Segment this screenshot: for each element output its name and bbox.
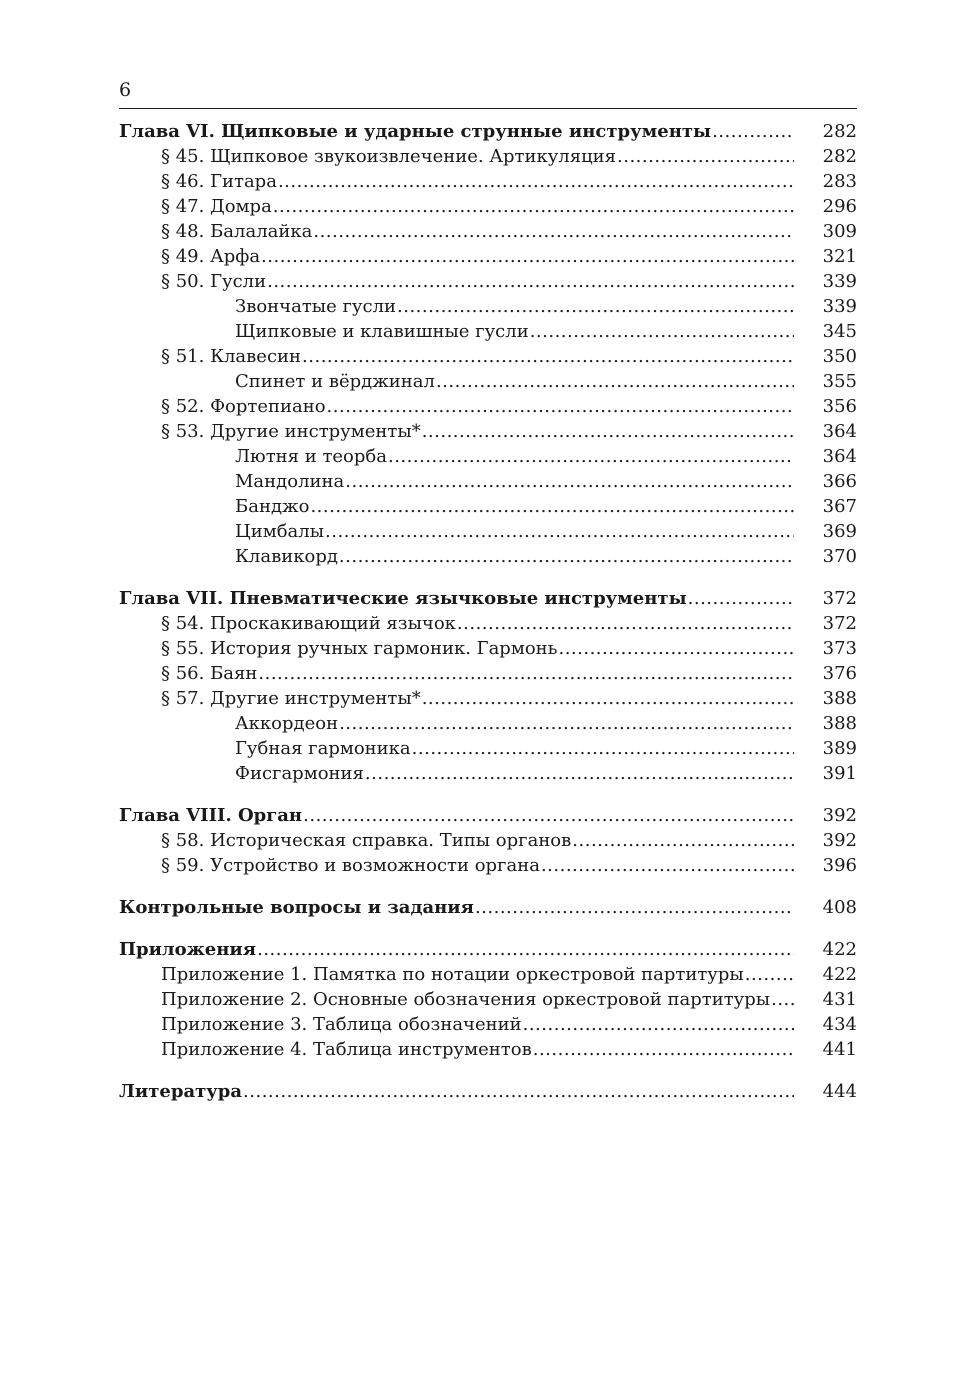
- toc-chapter-row[interactable]: [119, 803, 857, 828]
- toc-entry-page: 366: [822, 471, 857, 492]
- toc-entry-page: 309: [822, 221, 857, 242]
- toc-entry-row[interactable]: [119, 761, 857, 786]
- toc-entry-row[interactable]: [119, 1012, 857, 1037]
- toc-entry-row[interactable]: [119, 686, 857, 711]
- toc-entry-title: Литература: [119, 1081, 243, 1102]
- toc-entry-title: Лютня и теорба: [235, 446, 387, 467]
- toc-entry-title: § 47. Домра: [161, 196, 272, 217]
- toc-entry-title: Контрольные вопросы и задания: [119, 897, 474, 918]
- toc-entry-page: 408: [822, 897, 857, 918]
- toc-entry-row[interactable]: [119, 344, 857, 369]
- toc-entry-row[interactable]: [119, 469, 857, 494]
- toc-dot-leader: [302, 344, 794, 369]
- toc-entry-title: Глава VIII. Орган: [119, 805, 303, 826]
- toc-dot-leader: [325, 519, 794, 544]
- toc-dot-leader: [617, 144, 794, 169]
- toc-entry-page: 296: [822, 196, 857, 217]
- toc-entry-page: 376: [822, 663, 857, 684]
- toc-dot-leader: [261, 244, 794, 269]
- toc-chapter-row[interactable]: [119, 586, 857, 611]
- toc-entry-title: § 53. Другие инструменты*: [161, 421, 421, 442]
- toc-entry-row[interactable]: [119, 394, 857, 419]
- toc-entry-row[interactable]: [119, 987, 857, 1012]
- toc-entry-page: 389: [822, 738, 857, 759]
- toc-entry-row[interactable]: [119, 736, 857, 761]
- toc-entry-row[interactable]: [119, 444, 857, 469]
- toc-entry-page: 355: [822, 371, 857, 392]
- toc-entry-row[interactable]: [119, 636, 857, 661]
- toc-entry-title: Приложение 4. Таблица инструментов: [161, 1039, 532, 1060]
- toc-entry-title: Приложения: [119, 939, 257, 960]
- toc-entry-title: Губная гармоника: [235, 738, 411, 759]
- toc-entry-row[interactable]: [119, 519, 857, 544]
- toc-entry-row[interactable]: [119, 169, 857, 194]
- toc-entry-row[interactable]: [119, 711, 857, 736]
- toc-entry-title: § 50. Гусли: [161, 271, 267, 292]
- toc-entry-title: Приложение 2. Основные обозначения оркестровой партитуры: [161, 989, 771, 1010]
- toc-entry-row[interactable]: [119, 1037, 857, 1062]
- toc-entry-page: 282: [822, 121, 857, 142]
- toc-dot-leader: [310, 494, 794, 519]
- toc-entry-page: 434: [822, 1014, 857, 1035]
- toc-entry-title: § 46. Гитара: [161, 171, 277, 192]
- toc-entry-title: Фисгармония: [235, 763, 364, 784]
- toc-entry-page: 373: [822, 638, 857, 659]
- toc-dot-leader: [412, 736, 794, 761]
- toc-dot-leader: [273, 194, 794, 219]
- toc-dot-leader: [365, 761, 794, 786]
- toc-entry-page: 431: [822, 989, 857, 1010]
- toc-entry-page: 388: [822, 688, 857, 709]
- toc-chapter-row[interactable]: [119, 119, 857, 144]
- toc-entry-title: § 57. Другие инструменты*: [161, 688, 421, 709]
- toc-entry-row[interactable]: [119, 144, 857, 169]
- toc-entry-page: 370: [822, 546, 857, 567]
- toc-entry-row[interactable]: [119, 369, 857, 394]
- toc-dot-leader: [541, 853, 794, 878]
- toc-entry-title: § 54. Проскакивающий язычок: [161, 613, 456, 634]
- toc-dot-leader: [771, 987, 794, 1012]
- toc-entry-page: 422: [822, 964, 857, 985]
- toc-entry-page: 364: [822, 446, 857, 467]
- toc-dot-leader: [278, 169, 794, 194]
- toc-entry-title: Спинет и вёрджинал: [235, 371, 435, 392]
- toc-entry-row[interactable]: [119, 962, 857, 987]
- toc-dot-leader: [572, 828, 794, 853]
- toc-entry-title: Аккордеон: [235, 713, 339, 734]
- toc-entry-row[interactable]: [119, 661, 857, 686]
- toc-entry-page: 372: [822, 588, 857, 609]
- toc-chapter-row[interactable]: [119, 937, 857, 962]
- toc-dot-leader: [303, 803, 794, 828]
- toc-entry-row[interactable]: [119, 853, 857, 878]
- toc-entry-page: 350: [822, 346, 857, 367]
- toc-entry-page: 388: [822, 713, 857, 734]
- toc-dot-leader: [345, 469, 794, 494]
- toc-entry-row[interactable]: [119, 219, 857, 244]
- toc-entry-title: Клавикорд: [235, 546, 338, 567]
- toc-entry-title: § 58. Историческая справка. Типы органов: [161, 830, 572, 851]
- toc-dot-leader: [712, 119, 794, 144]
- toc-entry-page: 367: [822, 496, 857, 517]
- toc-entry-row[interactable]: [119, 419, 857, 444]
- toc-dot-leader: [339, 711, 794, 736]
- toc-dot-leader: [267, 269, 794, 294]
- toc-entry-row[interactable]: [119, 194, 857, 219]
- toc-entry-row[interactable]: [119, 494, 857, 519]
- toc-dot-leader: [327, 394, 794, 419]
- toc-dot-leader: [457, 611, 794, 636]
- toc-entry-page: 283: [822, 171, 857, 192]
- toc-entry-title: § 59. Устройство и возможности органа: [161, 855, 540, 876]
- toc-dot-leader: [397, 294, 794, 319]
- toc-dot-leader: [257, 937, 794, 962]
- toc-entry-row[interactable]: [119, 611, 857, 636]
- toc-entry-title: Мандолина: [235, 471, 345, 492]
- page-number: 6: [119, 79, 132, 101]
- toc-entry-page: 356: [822, 396, 857, 417]
- toc-entry-page: 441: [822, 1039, 857, 1060]
- toc-entry-title: § 48. Балалайка: [161, 221, 313, 242]
- toc-entry-page: 321: [822, 246, 857, 267]
- toc-entry-title: Глава VI. Щипковые и ударные струнные инструменты: [119, 121, 712, 142]
- toc-dot-leader: [745, 962, 794, 987]
- toc-dot-leader: [530, 319, 794, 344]
- toc-dot-leader: [339, 544, 794, 569]
- toc-entry-page: 369: [822, 521, 857, 542]
- toc-entry-page: 339: [822, 271, 857, 292]
- toc-entry-row[interactable]: [119, 828, 857, 853]
- toc-dot-leader: [523, 1012, 794, 1037]
- toc-entry-title: Банджо: [235, 496, 310, 517]
- toc-entry-title: Приложение 3. Таблица обозначений: [161, 1014, 522, 1035]
- toc-entry-title: Звончатые гусли: [235, 296, 397, 317]
- toc-entry-title: § 55. История ручных гармоник. Гармонь: [161, 638, 558, 659]
- toc-entry-page: 392: [822, 830, 857, 851]
- toc-entry-title: § 56. Баян: [161, 663, 258, 684]
- toc-dot-leader: [422, 419, 794, 444]
- toc-entry-row[interactable]: [119, 294, 857, 319]
- toc-entry-title: Глава VII. Пневматические язычковые инструменты: [119, 588, 687, 609]
- toc-entry-page: 364: [822, 421, 857, 442]
- toc-dot-leader: [688, 586, 794, 611]
- toc-entry-title: § 49. Арфа: [161, 246, 261, 267]
- toc-entry-page: 282: [822, 146, 857, 167]
- toc-dot-leader: [422, 686, 794, 711]
- toc-dot-leader: [388, 444, 794, 469]
- toc-entry-title: Приложение 1. Памятка по нотации оркестровой партитуры: [161, 964, 744, 985]
- toc-entry-row[interactable]: [119, 544, 857, 569]
- toc-entry-title: Цимбалы: [235, 521, 325, 542]
- toc-entry-title: Щипковые и клавишные гусли: [235, 321, 529, 342]
- toc-entry-page: 396: [822, 855, 857, 876]
- toc-entry-page: 339: [822, 296, 857, 317]
- toc-entry-page: 422: [822, 939, 857, 960]
- toc-entry-title: § 51. Клавесин: [161, 346, 302, 367]
- toc-entry-title: § 45. Щипковое звукоизвлечение. Артикуляция: [161, 146, 617, 167]
- toc-entry-page: 444: [822, 1081, 857, 1102]
- toc-entry-row[interactable]: [119, 244, 857, 269]
- toc-dot-leader: [533, 1037, 794, 1062]
- toc-chapter-row[interactable]: [119, 895, 857, 920]
- toc-dot-leader: [243, 1079, 794, 1104]
- toc-chapter-row[interactable]: [119, 1079, 857, 1104]
- toc-entry-row[interactable]: [119, 319, 857, 344]
- toc-dot-leader: [475, 895, 794, 920]
- toc-dot-leader: [436, 369, 794, 394]
- toc-dot-leader: [558, 636, 794, 661]
- toc-entry-page: 392: [822, 805, 857, 826]
- toc-entry-page: 372: [822, 613, 857, 634]
- table-of-contents: [119, 119, 857, 1104]
- toc-entry-page: 345: [822, 321, 857, 342]
- header-rule: [119, 108, 857, 109]
- toc-entry-title: § 52. Фортепиано: [161, 396, 326, 417]
- toc-entry-page: 391: [822, 763, 857, 784]
- toc-entry-row[interactable]: [119, 269, 857, 294]
- toc-dot-leader: [313, 219, 794, 244]
- toc-dot-leader: [258, 661, 794, 686]
